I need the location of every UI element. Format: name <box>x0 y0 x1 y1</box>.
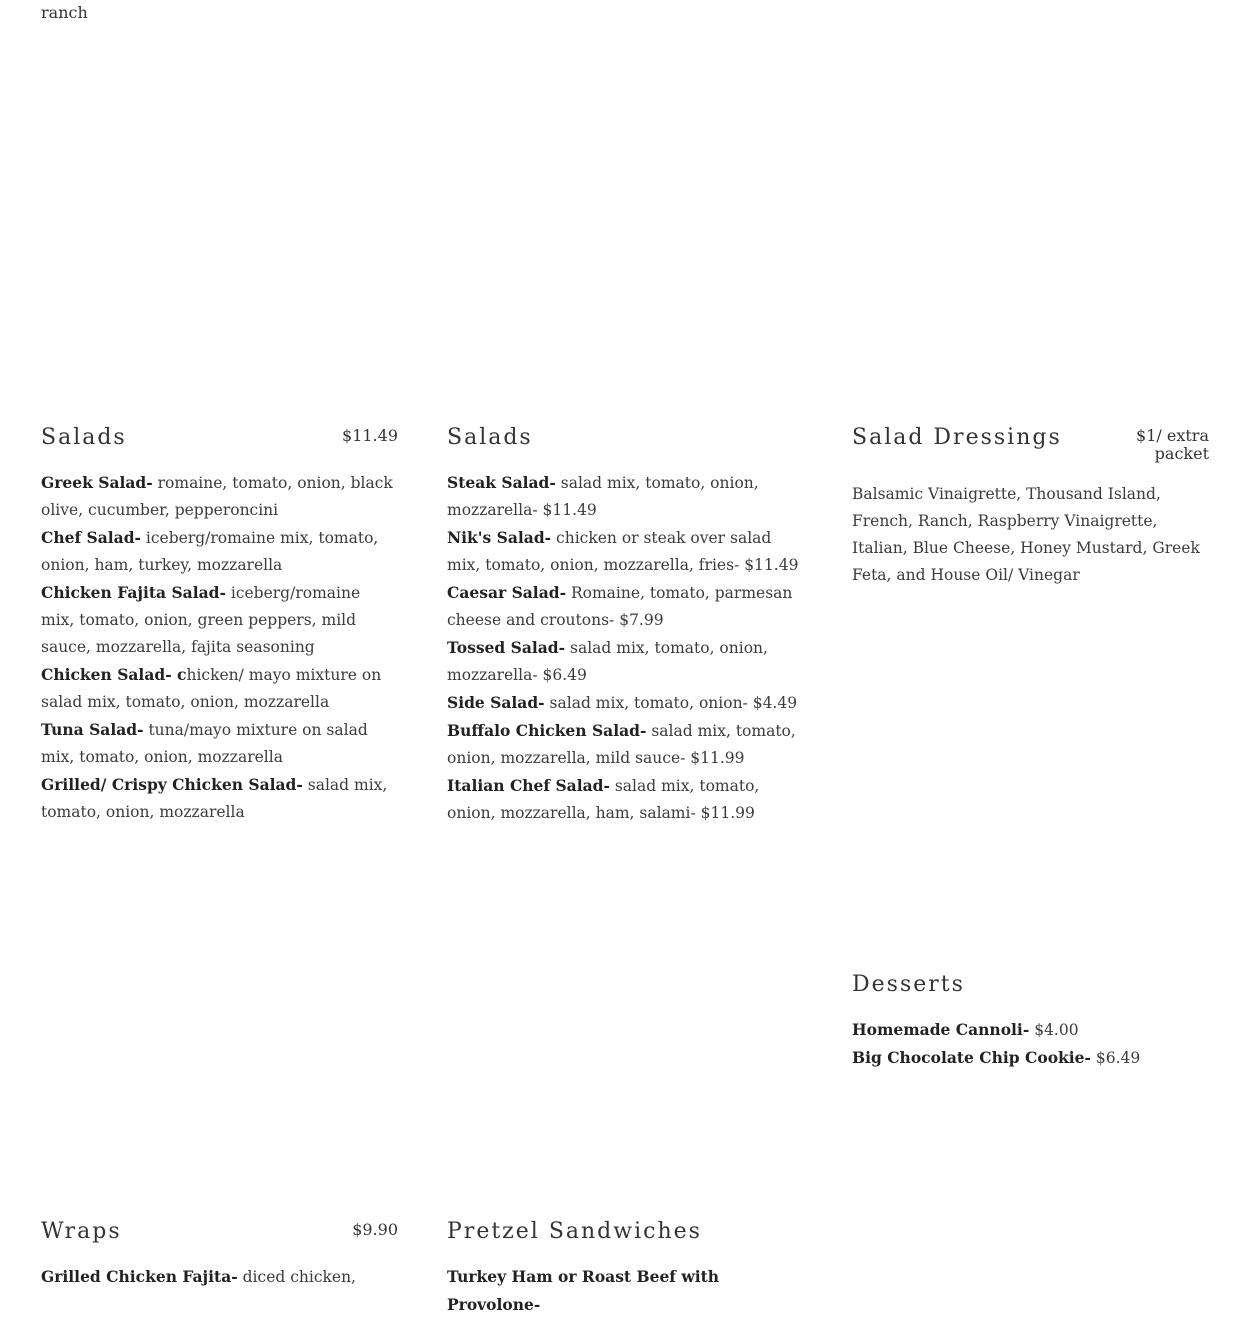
section-header <box>41 425 398 451</box>
menu-item-list <box>41 1263 398 1291</box>
menu-item-description: salad mix, tomato, onion- $4.49 <box>544 694 798 712</box>
menu-item <box>447 579 804 634</box>
menu-item-name: Tuna Salad- <box>41 720 144 739</box>
menu-item-name: Chef Salad- <box>41 528 141 547</box>
section-title: Pretzel Sandwiches <box>447 1219 702 1244</box>
salads-section-middle <box>447 425 804 827</box>
menu-item-name: Chicken Fajita Salad- <box>41 583 226 602</box>
menu-item-name: Side Salad- <box>447 693 545 712</box>
section-price-line: packet <box>1154 444 1209 463</box>
menu-item-description: hicken/ mayo mixture on salad mix, tomato, onion, mozzarella <box>41 666 382 711</box>
menu-item <box>447 689 804 717</box>
section-header <box>852 425 1209 463</box>
menu-item-name: Turkey Ham or Roast Beef with Provolone- <box>447 1267 720 1314</box>
menu-item <box>447 772 804 827</box>
menu-item <box>41 524 398 579</box>
menu-item-name: Homemade Cannoli- <box>852 1020 1030 1039</box>
menu-item-name: Buffalo Chicken Salad- <box>447 721 647 740</box>
section-price: $9.90 <box>352 1220 398 1239</box>
pretzel-sandwiches-section <box>447 1219 804 1319</box>
menu-item <box>41 579 398 661</box>
menu-item-description: romaine, tomato, onion, black olive, cucumber, pepperoncini <box>41 474 393 519</box>
menu-item <box>447 1263 804 1319</box>
menu-item-description: tuna/mayo mixture on salad mix, tomato, onion, mozzarella <box>41 721 368 766</box>
wraps-section <box>41 1219 398 1291</box>
menu-item-description: chicken or steak over salad mix, tomato, onion, mozzarella, fries- $11.49 <box>447 529 799 574</box>
menu-item-description: salad mix, tomato, onion, mozzarella, ham, salami- $11.99 <box>447 777 760 822</box>
section-title: Salads <box>447 425 533 450</box>
previous-section-fragment: ranch <box>41 3 88 22</box>
menu-item <box>41 1263 398 1291</box>
menu-item <box>41 661 398 716</box>
menu-item <box>852 1044 1209 1072</box>
section-title: Salad Dressings <box>852 425 1062 450</box>
menu-item-name: Caesar Salad- <box>447 583 567 602</box>
section-title: Salads <box>41 425 127 450</box>
menu-item <box>447 469 804 524</box>
menu-item <box>41 771 398 826</box>
menu-item-description: iceberg/romaine mix, tomato, onion, green peppers, mild sauce, mozzarella, fajita seasoning <box>41 584 361 656</box>
dressings-list-text: Balsamic Vinaigrette, Thousand Island, French, Ranch, Raspberry Vinaigrette, Italian, Blue Cheese, Honey Mustard, Greek Feta, and House Oil/ Vinegar <box>852 485 1200 584</box>
salad-dressings-section <box>852 425 1209 589</box>
menu-item-name: Steak Salad- <box>447 473 556 492</box>
menu-item-name: Tossed Salad- <box>447 638 566 657</box>
menu-item-name: Grilled Chicken Fajita- <box>41 1267 238 1286</box>
menu-item-name: Grilled/ Crispy Chicken Salad- <box>41 775 303 794</box>
menu-item-description: salad mix, tomato, onion, mozzarella, mild sauce- $11.99 <box>447 722 796 767</box>
desserts-section <box>852 972 1209 1072</box>
section-price <box>1136 427 1209 463</box>
menu-item-name: Chicken Salad- c <box>41 665 187 684</box>
menu-item-description: salad mix, tomato, onion, mozzarella <box>41 776 388 821</box>
section-title: Wraps <box>41 1219 122 1244</box>
menu-item-list <box>852 1016 1209 1072</box>
menu-item-description: $4.00 <box>1029 1021 1079 1039</box>
menu-item-list <box>41 469 398 826</box>
salads-section-left <box>41 425 398 826</box>
menu-item-description: $6.49 <box>1090 1049 1141 1067</box>
menu-item-name: Nik's Salad- <box>447 528 552 547</box>
menu-item <box>41 716 398 771</box>
section-header <box>447 1219 804 1245</box>
section-price: $11.49 <box>342 426 398 445</box>
menu-item <box>447 524 804 579</box>
menu-item-description: salad mix, tomato, onion, mozzarella- $6.49 <box>447 639 768 684</box>
menu-item-description: diced chicken, <box>237 1268 356 1286</box>
menu-item-description: iceberg/romaine mix, tomato, onion, ham, turkey, mozzarella <box>41 529 379 574</box>
section-price-line: $1/ extra <box>1136 426 1209 445</box>
menu-item-list <box>447 469 804 827</box>
menu-item-name: Big Chocolate Chip Cookie- <box>852 1048 1091 1067</box>
menu-item <box>852 1016 1209 1044</box>
menu-item-name: Italian Chef Salad- <box>447 776 610 795</box>
menu-item-description: Romaine, tomato, parmesan cheese and croutons- $7.99 <box>447 584 793 629</box>
section-title: Desserts <box>852 972 965 997</box>
menu-item-list <box>447 1263 804 1319</box>
section-header <box>41 1219 398 1245</box>
menu-item <box>41 469 398 524</box>
section-header <box>447 425 804 451</box>
menu-item <box>447 634 804 689</box>
menu-item-name: Greek Salad- <box>41 473 153 492</box>
menu-item-description: salad mix, tomato, onion, mozzarella- $11.49 <box>447 474 759 519</box>
section-header <box>852 972 1209 998</box>
menu-item <box>447 717 804 772</box>
